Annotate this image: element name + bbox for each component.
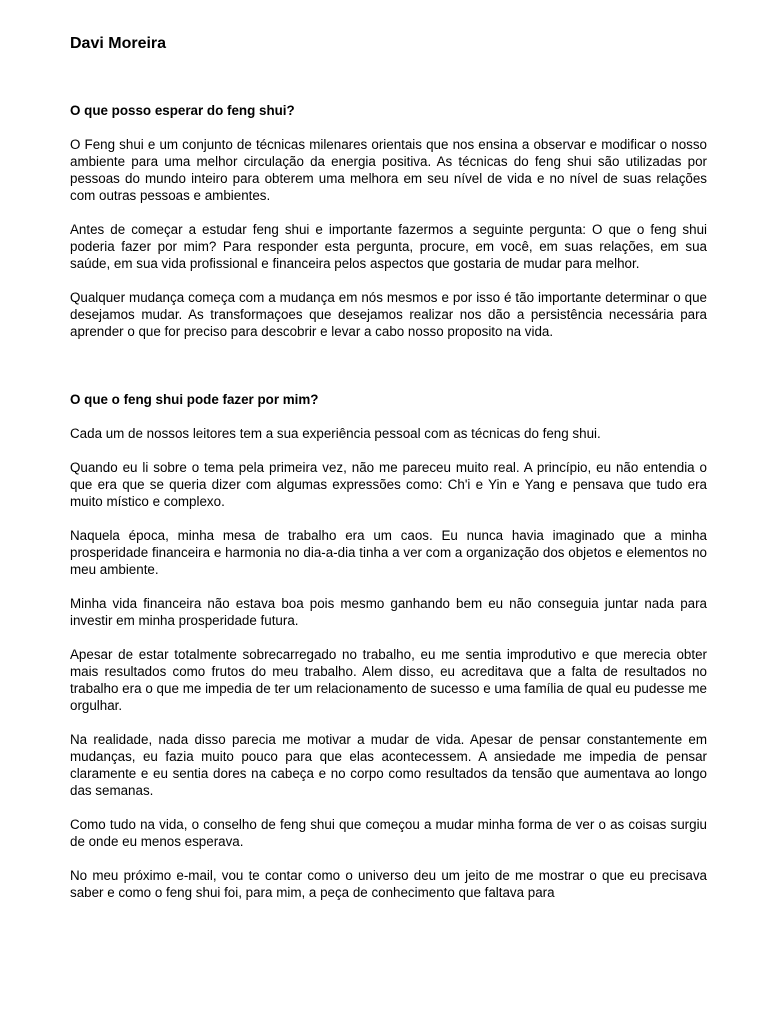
paragraph: Apesar de estar totalmente sobrecarregado no trabalho, eu me sentia improdutivo e que merecia obter mais resultados como frutos do meu trabalho. Alem disso, eu acreditava que a falta de resultados no trabalho era o que me impedia de ter um relacionamento de sucesso e uma família de qual eu pudesse me orgulhar. bbox=[70, 647, 707, 713]
paragraph: Minha vida financeira não estava boa pois mesmo ganhando bem eu não conseguia juntar nada para investir em minha prosperidade futura. bbox=[70, 596, 707, 628]
paragraph: Qualquer mudança começa com a mudança em nós mesmos e por isso é tão importante determinar o que desejamos mudar. As transformaçoes que desejamos realizar nos dão a persistência necessária para aprender o que for preciso para descobrir e levar a cabo nosso proposito na vida. bbox=[70, 290, 707, 339]
paragraph: Como tudo na vida, o conselho de feng shui que começou a mudar minha forma de ver o as coisas surgiu de onde eu menos esperava. bbox=[70, 817, 707, 849]
paragraph: Naquela época, minha mesa de trabalho era um caos. Eu nunca havia imaginado que a minha prosperidade financeira e harmonia no dia-a-dia tinha a ver com a organização dos objetos e elementos no meu ambiente. bbox=[70, 528, 707, 577]
paragraph: Quando eu li sobre o tema pela primeira vez, não me pareceu muito real. A princípio, eu não entendia o que era que se queria dizer com algumas expressões como: Ch'i e Yin e Yang e pensava que tudo era muito místico e complexo. bbox=[70, 460, 707, 509]
paragraph: Cada um de nossos leitores tem a sua experiência pessoal com as técnicas do feng shui. bbox=[70, 426, 601, 441]
paragraph: No meu próximo e-mail, vou te contar como o universo deu um jeito de me mostrar o que eu precisava saber e como o feng shui foi, para mim, a peça de conhecimento que faltava para bbox=[70, 868, 707, 900]
section-spacer bbox=[70, 357, 707, 391]
document-page bbox=[70, 34, 707, 918]
section-heading: O que posso esperar do feng shui? bbox=[70, 103, 295, 118]
paragraph: O Feng shui e um conjunto de técnicas milenares orientais que nos ensina a observar e modificar o nosso ambiente para uma melhor circulação da energia positiva. As técnicas do feng shui são utilizadas por pessoas do mundo inteiro para obterem uma melhora em seu nível de vida e no nível de suas relações com outras pessoas e ambientes. bbox=[70, 137, 707, 203]
author-name: Davi Moreira bbox=[70, 35, 167, 52]
paragraph: Antes de começar a estudar feng shui e importante fazermos a seguinte pergunta: O que o feng shui poderia fazer por mim? Para responder esta pergunta, procure, em você, em suas relações, em sua saúde, em sua vida profissional e financeira pelos aspectos que gostaria de mudar para melhor. bbox=[70, 222, 707, 271]
paragraph: Na realidade, nada disso parecia me motivar a mudar de vida. Apesar de pensar constantemente em mudanças, eu fazia muito pouco para que elas acontecessem. A ansiedade me impedia de pensar claramente e eu sentia dores na cabeça e no corpo como resultados da tensão que aumentava ao longo das semanas. bbox=[70, 732, 707, 798]
section-heading: O que o feng shui pode fazer por mim? bbox=[70, 392, 319, 407]
